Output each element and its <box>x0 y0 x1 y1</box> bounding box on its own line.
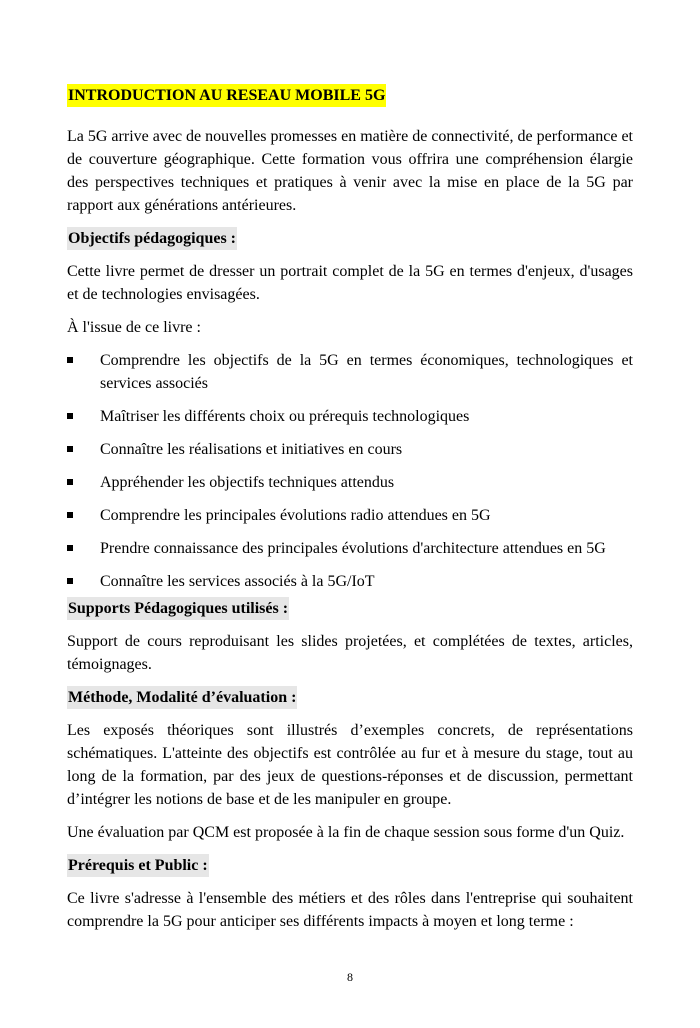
square-bullet-icon <box>67 413 73 419</box>
objectives-paragraph: Cette livre permet de dresser un portrait complet de la 5G en termes d'enjeux, d'usages et de technologies envisagées. <box>67 263 633 303</box>
intro-paragraph: La 5G arrive avec de nouvelles promesses en matière de connectivité, de performance et de couverture géographique. Cette formation vous offrira une compréhension élargie des perspectives techniques et pratiques à venir avec la mise en place de la 5G par rapport aux générations antérieures. <box>67 128 633 214</box>
method-paragraph: Les exposés théoriques sont illustrés d’exemples concrets, de représentations schématiques. L'atteinte des objectifs est contrôlée au fur et à mesure du stage, tout au long de la formation, par des jeux de questions-réponses et de discussion, permettant d’intégrer les notions de base et de les manipuler en groupe. <box>67 722 633 808</box>
supports-paragraph: Support de cours reproduisant les slides projetées, et complétées de textes, articles, témoignages. <box>67 633 633 673</box>
list-item: Maîtriser les différents choix ou prérequis technologiques <box>67 405 633 428</box>
square-bullet-icon <box>67 512 73 518</box>
list-item: Comprendre les principales évolutions radio attendues en 5G <box>67 504 633 527</box>
prerequisites-paragraph: Ce livre s'adresse à l'ensemble des métiers et des rôles dans l'entreprise qui souhaitent comprendre la 5G pour anticiper ses différents impacts à moyen et long terme : <box>67 890 633 930</box>
square-bullet-icon <box>67 545 73 551</box>
square-bullet-icon <box>67 446 73 452</box>
page-content <box>67 84 633 943</box>
list-item: Prendre connaissance des principales évolutions d'architecture attendues en 5G <box>67 537 633 560</box>
outcomes-list <box>67 349 633 593</box>
document-title: INTRODUCTION AU RESEAU MOBILE 5G <box>67 84 386 107</box>
method-heading: Méthode, Modalité d’évaluation : <box>67 686 297 709</box>
square-bullet-icon <box>67 479 73 485</box>
page-number: 8 <box>347 970 353 984</box>
square-bullet-icon <box>67 357 73 363</box>
prerequisites-heading: Prérequis et Public : <box>67 854 209 877</box>
supports-heading: Supports Pédagogiques utilisés : <box>67 597 289 620</box>
list-item: Connaître les réalisations et initiatives en cours <box>67 438 633 461</box>
evaluation-paragraph: Une évaluation par QCM est proposée à la fin de chaque session sous forme d'un Quiz. <box>67 824 625 841</box>
list-item: Appréhender les objectifs techniques attendus <box>67 471 633 494</box>
outcome-intro: À l'issue de ce livre : <box>67 319 201 336</box>
list-item: Connaître les services associés à la 5G/IoT <box>67 570 633 593</box>
objectives-heading: Objectifs pédagogiques : <box>67 227 237 250</box>
list-item: Comprendre les objectifs de la 5G en termes économiques, technologiques et services associés <box>67 349 633 395</box>
square-bullet-icon <box>67 578 73 584</box>
